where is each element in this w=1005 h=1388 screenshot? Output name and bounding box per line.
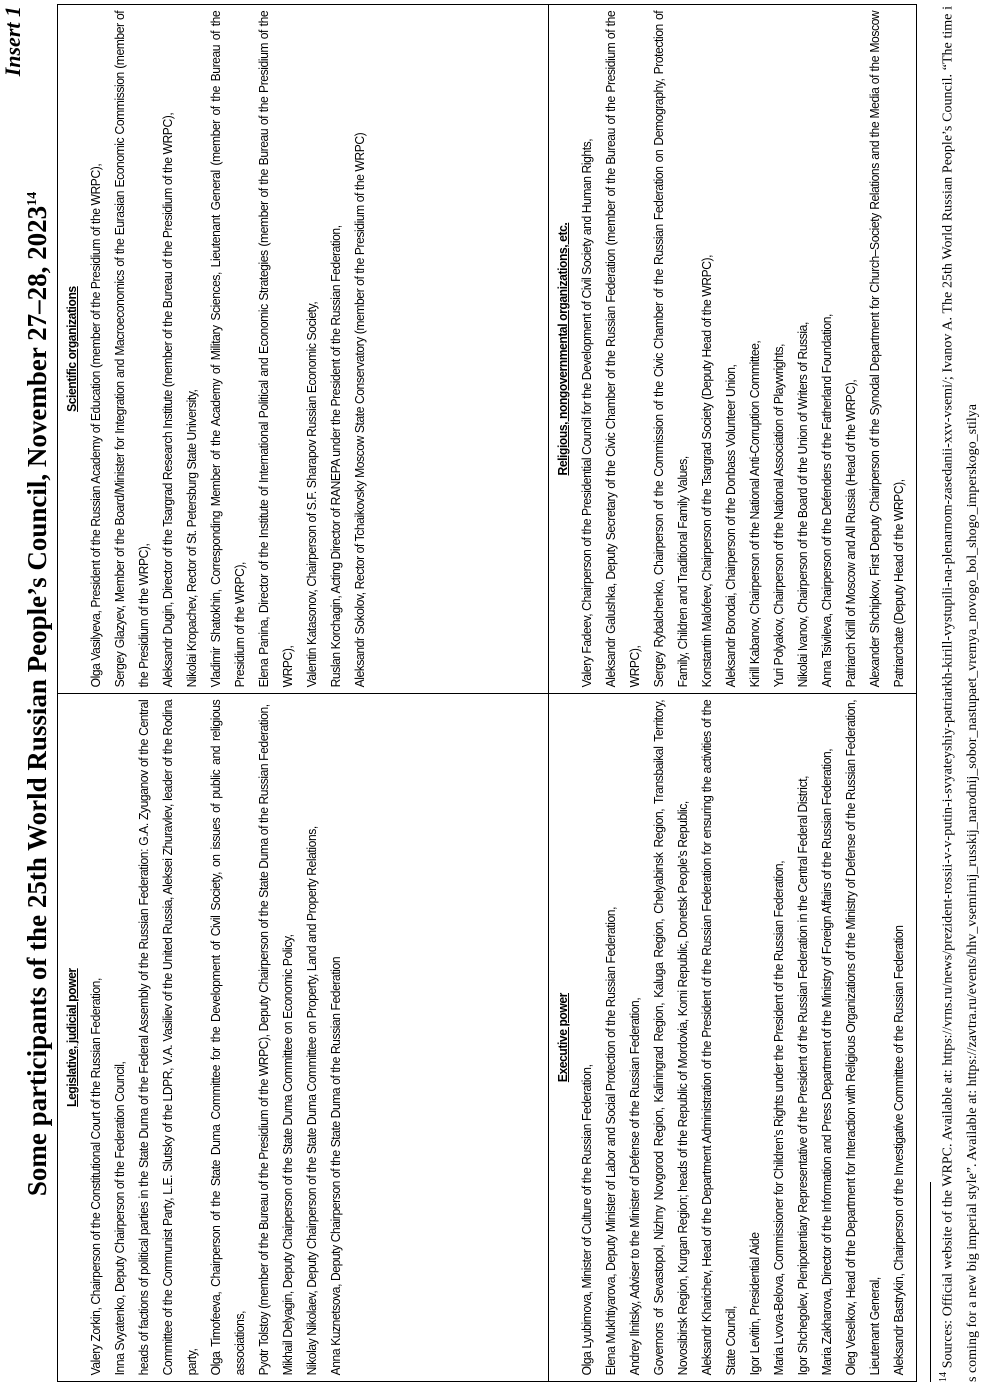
participant-entry: Valery Zorkin, Chairperson of the Constitutional Court of the Russian Federation, xyxy=(88,978,103,1376)
participant-entry: Aleksandr Borodai, Chairperson of the Donbass Volunteer Union, xyxy=(723,364,738,688)
participant-entry xyxy=(911,11,916,688)
participant-entry: Governors of Sevastopol, Nizhny Novgorod Region, Kaliningrad Region, Kaluga Region, Chelyabinsk Region, Transbaikal Territory, Novosibirsk Region, Kurgan Region; heads of the Republic of Mordovia, Komi Republic, Donetsk People’s Republic, xyxy=(651,699,690,1376)
participant-entry: Ruslan Korchagin, Acting Director of RANEPA under the President of the Russian Federation, xyxy=(328,225,343,688)
participant-entry: Oleg Veselkov, Head of the Department for Interaction with Religious Organizations of the Ministry of Defense of the Russian Federation, Lieutenant General, xyxy=(843,699,882,1376)
participant-entry: Andrey Ilnitsky, Adviser to the Minister of Defense of the Russian Federation, xyxy=(627,997,642,1376)
participant-entry: Valentin Katasonov, Chairperson of S.F. Sharapov Russian Economic Society, xyxy=(304,301,319,688)
participant-entry: Aleksandr Dugin, Director of the Tsargrad Research Institute (member of the Bureau of the Presidium of the WRPC), xyxy=(160,112,175,688)
participant-entry: Olga Timofeeva, Chairperson of the State Duma Committee for the Development of Civil Society, on issues of public and religious associations, xyxy=(208,699,247,1376)
participant-entry: Anna Kuznetsova, Deputy Chairperson of the State Duma of the Russian Federation xyxy=(328,956,343,1376)
religious-heading: Religious, nongovernmental organizations, etc. xyxy=(555,222,570,476)
participant-entry: Pyotr Tolstoy (member of the Bureau of the Presidium of the WRPC), Deputy Chairperson of the State Duma of the Russian Federation, xyxy=(256,704,271,1376)
participant-entry: Konstantin Malofeev, Chairperson of the Tsargrad Society (Deputy Head of the WRPC), xyxy=(699,254,714,688)
participant-entry: Valery Fadeev, Chairperson of the Presidential Council for the Development of Civil Society and Human Rights, xyxy=(579,138,594,688)
participant-entry: Yuri Polyakov, Chairperson of the National Association of Playwrights, xyxy=(771,343,786,688)
participant-entry: Sergey Rybalchenko, Chairperson of the Commission of the Civic Chamber of the Russian Federation on Demography, Protection of Family, Children and Traditional Family Values, xyxy=(651,10,690,688)
religious-cell xyxy=(549,5,916,693)
participant-entry: Aleksandr Sokolov, Rector of Tchaikovsky Moscow State Conservatory (member of the Presidium of the WRPC) xyxy=(352,132,367,688)
participant-entry: Alexander Shchipkov, First Deputy Chairperson of the Synodal Department for Church–Society Relations and the Media of the Moscow Patriarchate (Deputy Head of the WRPC), xyxy=(867,10,906,688)
participant-entry: Elena Panina, Director of the Institute of International Political and Economic Strategies (member of the Bureau of the Presidium of the WRPC), xyxy=(256,10,295,688)
participant-entry: Kirill Kabanov, Chairperson of the National Anti-Corruption Committee, xyxy=(747,340,762,688)
participant-entry: Maria Lvova-Belova, Commissioner for Children’s Rights under the President of the Russian Federation, xyxy=(771,860,786,1376)
page-title xyxy=(22,0,53,1388)
scientific-cell xyxy=(58,5,549,693)
footnote xyxy=(932,6,985,1382)
participant-entry: Nikolai Kropachev, Rector of St. Petersburg State University, xyxy=(184,389,199,688)
executive-list xyxy=(575,700,911,1376)
footnote-rule xyxy=(930,1182,931,1382)
scientific-list xyxy=(84,11,372,688)
participant-entry: Nikolay Nikolaev, Deputy Chairperson of the State Duma Committee on Property, Land and Property Relations, xyxy=(304,826,319,1376)
participant-entry: Aleksandr Kharichev, Head of the Department Administration of the President of the Russian Federation for ensuring the activities of the State Council, xyxy=(699,699,738,1376)
title-footnote-mark: 14 xyxy=(25,191,40,206)
footnote-text: Sources: Official website of the WRPC. Available at: https://vrns.ru/news/prezident-rossii-v-v-putin-i-svyateyshiy-patriarkh-kirill-vystupili-na-plenarnom-zasedanii-xxv-vsemi/; Ivanov A. The 25th World Russian People’s Council. “The time is coming for a new big imperial style”. Available at: https://zavtra.ru/events/hhv_vsemirnij_russkij_narodnij_sobor_nastupaet_vremya_novogo_bol_shogo_imperskogo_stilya xyxy=(940,5,980,1382)
participant-entry: heads of factions of political parties in the State Duma of the Federal Assembly of the Russian Federation: G.A. Zyuganov of the Central Committee of the Communist Party, L.E. Slutsky of the LDPR, V.A. Vasiliev of the United Russia, Aleksei Zhuravlev, leader of the Rodina party, xyxy=(136,699,199,1376)
participant-entry: Vladimir Shatokhin, Corresponding Member of the Academy of Military Sciences, Lieutenant General (member of the Bureau of the Presidium of the WRPC), xyxy=(208,10,247,688)
participant-entry: Mikhail Delyagin, Deputy Chairperson of the State Duma Committee on Economic Policy, xyxy=(280,934,295,1376)
legislative-cell xyxy=(58,693,549,1381)
legislative-list xyxy=(84,700,348,1376)
participant-entry: Maria Zakharova, Director of the Information and Press Department of the Ministry of Foreign Affairs of the Russian Federation, xyxy=(819,748,834,1376)
participant-entry: Olga Vasilyeva, President of the Russian Academy of Education (member of the Presidium of the WRPC), xyxy=(88,163,103,688)
participant-entry: Anna Tsivileva, Chairperson of the Defenders of the Fatherland Foundation, xyxy=(819,314,834,688)
religious-list xyxy=(575,11,916,688)
scientific-heading: Scientific organizations xyxy=(64,286,79,412)
executive-cell xyxy=(549,693,916,1381)
participant-entry: Nikolai Ivanov, Chairperson of the Board of the Union of Writers of Russia, xyxy=(795,322,810,688)
participant-entry: Patriarch Kirill of Moscow and All Russia (Head of the WRPC), xyxy=(843,379,858,688)
footnote-mark: 14 xyxy=(938,1372,949,1382)
participant-entry: Olga Lyubimova, Minister of Culture of the Russian Federation, xyxy=(579,1064,594,1376)
executive-heading: Executive power xyxy=(555,993,570,1083)
participant-entry: Aleksandr Bastrykin, Chairperson of the Investigative Committee of the Russian Federation xyxy=(891,925,906,1376)
participant-entry: Sergey Glazyev, Member of the Board/Minister for Integration and Macroeconomics of the Eurasian Economic Commission (member of the Presidium of the WRPC), xyxy=(112,10,151,688)
participant-entry: Inna Svyatenko, Deputy Chairperson of the Federation Council, xyxy=(112,1061,127,1376)
insert-label: Insert 1 xyxy=(0,6,25,77)
page-title-text: Some participants of the 25th World Russian People’s Council, November 27–28, 2023 xyxy=(22,205,52,1197)
participant-entry: Igor Shchegolev, Plenipotentiary Representative of the President of the Russian Federation in the Central Federal District, xyxy=(795,775,810,1376)
participants-table xyxy=(57,4,917,1382)
participant-entry: Elena Mukhtiyarova, Deputy Minister of Labor and Social Protection of the Russian Federation, xyxy=(603,906,618,1376)
legislative-heading: Legislative, judicial power xyxy=(64,968,79,1107)
participant-entry: Igor Levitin, Presidential Aide xyxy=(747,1232,762,1376)
participant-entry: Aleksandr Galushka, Deputy Secretary of the Civic Chamber of the Russian Federation (member of the Bureau of the Presidium of the WRPC), xyxy=(603,10,642,688)
